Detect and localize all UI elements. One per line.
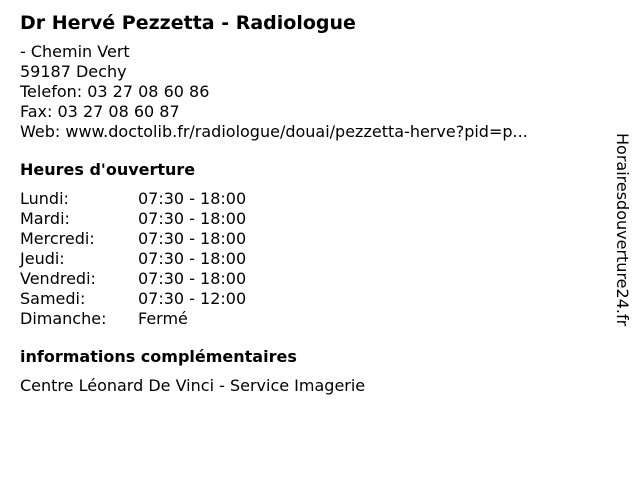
- city-address: 59187 Dechy: [20, 62, 127, 81]
- day-hours: Fermé: [138, 309, 188, 328]
- hours-row-thursday: [20, 249, 600, 269]
- day-hours: 07:30 - 12:00: [138, 289, 247, 308]
- web-label: Web:: [20, 122, 61, 141]
- day-hours: 07:30 - 18:00: [138, 249, 247, 268]
- hours-row-sunday: [20, 309, 600, 329]
- opening-hours-table: [20, 189, 600, 329]
- day-hours: 07:30 - 18:00: [138, 189, 247, 208]
- hours-row-saturday: [20, 289, 600, 309]
- listing-content: [20, 10, 600, 396]
- day-label: Jeudi:: [20, 249, 65, 268]
- hours-row-monday: [20, 189, 600, 209]
- day-label: Mercredi:: [20, 229, 95, 248]
- site-brand-vertical: [610, 133, 634, 373]
- business-name: Dr Hervé Pezzetta - Radiologue: [20, 12, 356, 34]
- phone-number[interactable]: 03 27 08 60 86: [87, 82, 210, 101]
- fax-line: [20, 102, 600, 122]
- hours-row-wednesday: [20, 229, 600, 249]
- hours-row-friday: [20, 269, 600, 289]
- phone-label: Telefon:: [20, 82, 83, 101]
- fax-number: 03 27 08 60 87: [57, 102, 180, 121]
- day-hours: 07:30 - 18:00: [138, 229, 247, 248]
- fax-label: Fax:: [20, 102, 53, 121]
- street-address: - Chemin Vert: [20, 42, 130, 61]
- additional-info-heading: informations complémentaires: [20, 347, 297, 366]
- day-label: Vendredi:: [20, 269, 96, 288]
- web-line: [20, 122, 600, 142]
- day-hours: 07:30 - 18:00: [138, 209, 247, 228]
- opening-hours-heading: Heures d'ouverture: [20, 160, 196, 179]
- additional-info-text: Centre Léonard De Vinci - Service Imagerie: [20, 376, 366, 395]
- day-label: Lundi:: [20, 189, 69, 208]
- phone-line: [20, 82, 600, 102]
- day-label: Dimanche:: [20, 309, 107, 328]
- contact-block: [20, 42, 600, 142]
- day-label: Mardi:: [20, 209, 70, 228]
- day-hours: 07:30 - 18:00: [138, 269, 247, 288]
- site-brand-text: Horairesdouverture24.fr: [613, 133, 632, 327]
- day-label: Samedi:: [20, 289, 86, 308]
- website-link[interactable]: www.doctolib.fr/radiologue/douai/pezzetta-herve?pid=p...: [65, 122, 528, 141]
- hours-row-tuesday: [20, 209, 600, 229]
